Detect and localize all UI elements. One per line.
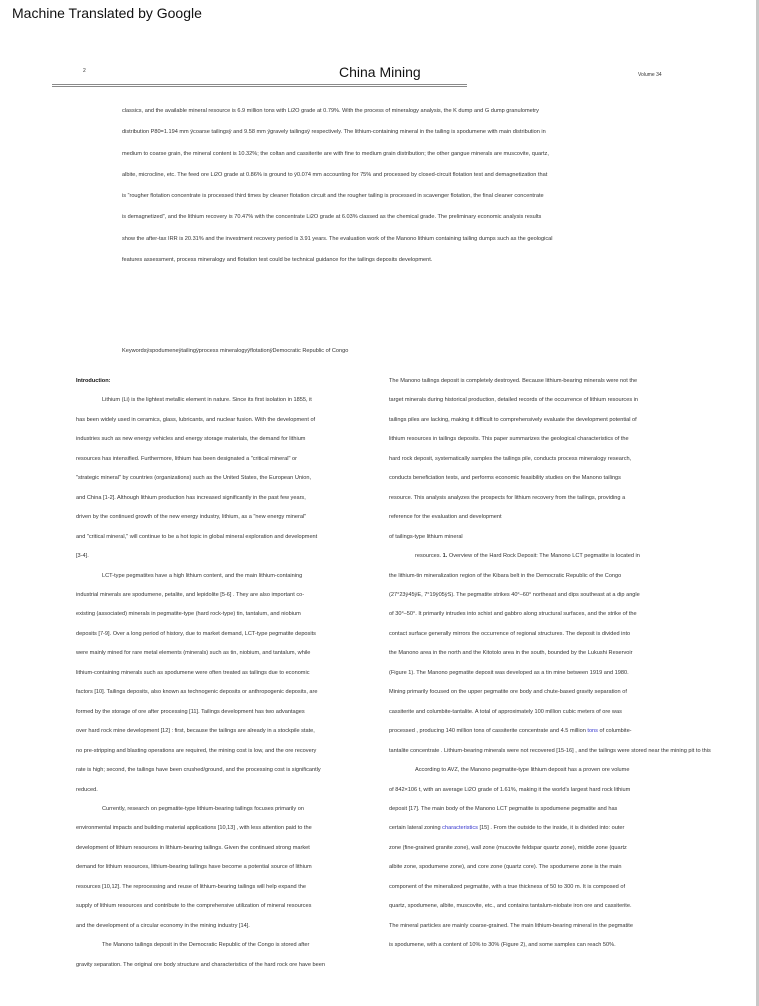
body-line: and "critical mineral," will continue to be a hot topic in global mineral exploration and development <box>76 533 318 540</box>
body-line: reference for the evaluation and development <box>389 514 502 521</box>
translated-link[interactable]: tons <box>587 728 598 735</box>
body-line: Lithium (Li) is the lightest metallic element in nature. Since its first isolation in 1855, it <box>102 397 312 404</box>
text-span: [15] . From the outside to the inside, it is divided into: outer <box>477 825 625 832</box>
body-line: Currently, research on pegmatite-type lithium-bearing tailings focuses primarily on <box>102 805 304 812</box>
body-line: lithium-containing minerals such as spodumene were often treated as tailings due to economic <box>76 669 310 676</box>
body-line: environmental impacts and building material applications [10,13] , with less attention paid to the <box>76 825 312 832</box>
body-line: and the development of a circular economy in the mining industry [14]. <box>76 922 250 929</box>
abstract-line: features assessment, process mineralogy and flotation test could be technical guidance for the tailings deposits development. <box>122 257 433 264</box>
body-line: zone (fine-grained granite zone), wall zone (mucovite feldspar quartz zone), middle zone (quartz <box>389 844 627 851</box>
text-span: Overview of the Hard Rock Deposit: The Manono LCT pegmatite is located in <box>447 553 640 560</box>
body-line: has been widely used in ceramics, glass, lubricants, and nuclear fusion. With the development of <box>76 416 316 423</box>
right-column <box>389 372 759 956</box>
body-line: deposits [7-9]. Over a long period of history, due to market demand, LCT-type pegmatite deposits <box>76 630 316 637</box>
body-line: resources [10,12]. The reprocessing and reuse of lithium-bearing tailings will help expand the <box>76 883 306 890</box>
body-line: supply of lithium resources and contribute to the comprehensive utilization of mineral resources <box>76 903 312 910</box>
text-span: certain lateral zoning <box>389 825 443 832</box>
header-rule-top <box>52 84 467 85</box>
abstract-line: albite, microcline, etc. The feed ore Li2O grade at 0.86% is ground to ÿ0.074 mm accounting for 75% and processed by closed-circuit flotation test and demagnetization that <box>122 171 548 178</box>
body-line: of tailings-type lithium mineral <box>389 533 463 540</box>
introduction-heading: Introduction: <box>76 378 111 384</box>
body-line: is spodumene, with a content of 10% to 30% (Figure 2), and some samples can reach 50%. <box>389 942 616 949</box>
body-line: The Manono tailings deposit is completely destroyed. Because lithium-bearing minerals were not the <box>389 378 638 384</box>
body-line: development of lithium resources in lithium-bearing tailings. Given the continued strong market <box>76 844 310 851</box>
text-span: processed , producing 140 million tons of cassiterite concentrate and 4.5 million <box>389 728 588 735</box>
body-line: gravity separation. The original ore body structure and characteristics of the hard rock ore have been <box>76 961 325 968</box>
header-rule-bottom <box>52 86 467 87</box>
body-line: [3-4]. <box>76 553 89 560</box>
journal-title: China Mining <box>339 64 421 80</box>
abstract-line: is “rougher flotation concentrate is processed third times by cleaner flotation circuit and the rougher tailing is processed in scavenger flotation, the final cleaner concentrate <box>122 193 544 200</box>
body-line: (27°23ÿ45ÿE, 7°19ÿ05ÿS). The pegmatite strikes 40°–60° northeast and dips southeast at a dip angle <box>389 591 640 598</box>
keywords: Keywordsÿspodumeneÿtailingÿprocess mineralogyÿflotationÿDemocratic Republic of Congo <box>122 348 349 354</box>
abstract <box>122 101 642 271</box>
page-header <box>52 60 662 84</box>
body-line: albite zone, spodumene zone), and core zone (quartz core). The spodumene zone is the main <box>389 864 622 871</box>
left-column <box>76 372 376 975</box>
abstract-line: distribution P80=1.194 mm ÿcoarse tailingsÿ and 9.58 mm ÿgravely tailingsÿ respectively. The lithium-containing mineral in the tailing is spodumene with main distribution in <box>122 129 546 136</box>
abstract-line: is demagnetized”, and the lithium recovery is 70.47% with the concentrate Li2O grade at 6.03% classed as the chemical grade. The preliminary economic analysis results <box>122 214 542 221</box>
body-line: LCT-type pegmatites have a high lithium content, and the main lithium-containing <box>102 572 303 579</box>
body-line: The Manono tailings deposit in the Democratic Republic of the Congo is stored after <box>102 942 310 949</box>
body-line: contact surface generally mirrors the occurrence of regional structures. The deposit is divided into <box>389 630 631 637</box>
body-line: industries such as new energy vehicles and energy storage materials, the demand for lithium <box>76 436 306 443</box>
abstract-line: classics, and the available mineral resource is 6.9 million tons with Li2O grade at 0.79%. With the process of mineralogy analysis, the K dump and G dump granulometry <box>122 108 539 114</box>
body-line: conducts beneficiation tests, and performs economic feasibility studies on the Manono tailings <box>389 475 621 482</box>
body-line: hard rock deposit, systematically samples the tailings pile, conducts process mineralogy research, <box>389 455 632 462</box>
body-line: quartz, spodumene, albite, muscovite, etc., and contains tantalum-niobate iron ore and cassiterite. <box>389 903 632 910</box>
section-number: 1. <box>442 553 448 560</box>
body-line: component of the mineralized pegmatite, with a true thickness of 50 to 300 m. It is composed of <box>389 883 625 890</box>
body-line: formed by the storage of ore after processing [11]. Tailings development has two advantages <box>76 708 305 715</box>
body-line: deposit [17]. The main body of the Manono LCT pegmatite is spodumene pegmatite and has <box>389 805 618 812</box>
abstract-line: show the after-tax IRR is 20.31% and the investment recovery period is 3.91 years. The evaluation work of the Manono lithium containing tailing dumps such as the geological <box>122 235 553 242</box>
body-line: of 30°–50°. It primarily intrudes into schist and gabbro along structural surfaces, and the strike of the <box>389 611 637 618</box>
text-span: of columbite- <box>597 728 632 735</box>
body-line: According to AVZ, the Manono pegmatite-type lithium deposit has a proven ore volume <box>415 767 630 774</box>
body-line <box>389 547 759 566</box>
body-line: lithium resources in tailings deposits. This paper summarizes the geological characteristics of the <box>389 436 629 443</box>
body-line: The mineral particles are mainly coarse-grained. The main lithium-bearing mineral in the pegmatite <box>389 922 633 929</box>
volume-label: Volume 34 <box>638 72 662 78</box>
body-line: rate is high; second, the tailings have been crushed/ground, and the processing cost is significantly <box>76 767 321 774</box>
body-line: existing (associated) minerals in pegmatite-type (hard rock-type) tin, tantalum, and niobium <box>76 611 301 618</box>
body-line: cassiterite and columbite-tantalite. A total of approximately 100 million cubic meters of ore was <box>389 708 622 715</box>
body-line: factors [10]. Tailings deposits, also known as technogenic deposits or anthropogenic deposits, are <box>76 689 318 696</box>
body-line: driven by the continued growth of the new energy industry, lithium, as a "new energy mineral" <box>76 514 307 521</box>
body-line: "strategic mineral" by countries (organizations) such as the United States, the European Union, <box>76 475 311 482</box>
machine-translation-banner: Machine Translated by Google <box>12 5 202 21</box>
body-line: demand for lithium resources, lithium-bearing tailings have become a potential source of lithium <box>76 864 312 871</box>
body-line <box>389 819 759 838</box>
body-line: were mainly mined for rare metal elements (minerals) such as tin, niobium, and tantalum, while <box>76 650 311 657</box>
body-line: the Manono area in the north and the Kitotolo area in the south, bounded by the Lukushi Reservoir <box>389 650 633 657</box>
body-line: resources has intensified. Furthermore, lithium has been designated a "critical mineral" or <box>76 455 297 462</box>
body-line: the lithium-tin mineralization region of the Kibara belt in the Democratic Republic of the Congo <box>389 572 622 579</box>
body-line: tailings piles are lacking, making it difficult to comprehensively evaluate the development potential of <box>389 416 637 423</box>
body-line: of 842×106 t, with an average Li2O grade of 1.61%, making it the world's largest hard rock lithium <box>389 786 631 793</box>
body-line: no pre-stripping and blasting operations are required, the mining cost is low, and the ore recovery <box>76 747 317 754</box>
body-line: over hard rock mine development [12] : first, because the tailings are already in a stockpile state, <box>76 728 315 735</box>
body-line: industrial minerals are spodumene, petalite, and lepidolite [5-6] . They are also important co- <box>76 591 305 598</box>
translated-link[interactable]: characteristics <box>442 825 478 832</box>
body-line: resource. This analysis analyzes the prospects for lithium recovery from the tailings, providing a <box>389 494 626 501</box>
page-number: 2 <box>83 68 86 74</box>
body-line: Mining primarily focused on the upper pegmatite ore body and chute-based gravity separation of <box>389 689 627 696</box>
abstract-line: medium to coarse grain, the mineral content is 10.32%; the coltan and cassiterite are with fine to medium grain distribution; the other gangue minerals are muscovite, quartz, <box>122 150 549 157</box>
body-line: reduced. <box>76 786 98 793</box>
text-span: resources. <box>415 553 443 560</box>
body-line: tantalite concentrate . Lithium-bearing minerals were not recovered [15-16] , and the tailings were stored near the mining pit to this <box>389 747 711 754</box>
body-line: (Figure 1). The Manono pegmatite deposit was developed as a tin mine between 1919 and 1980. <box>389 669 629 676</box>
body-line <box>389 722 759 741</box>
body-line: and China [1-2]. Although lithium production has increased significantly in the past few years, <box>76 494 306 501</box>
body-line: target minerals during historical production, detailed records of the occurrence of lithium resources in <box>389 397 639 404</box>
